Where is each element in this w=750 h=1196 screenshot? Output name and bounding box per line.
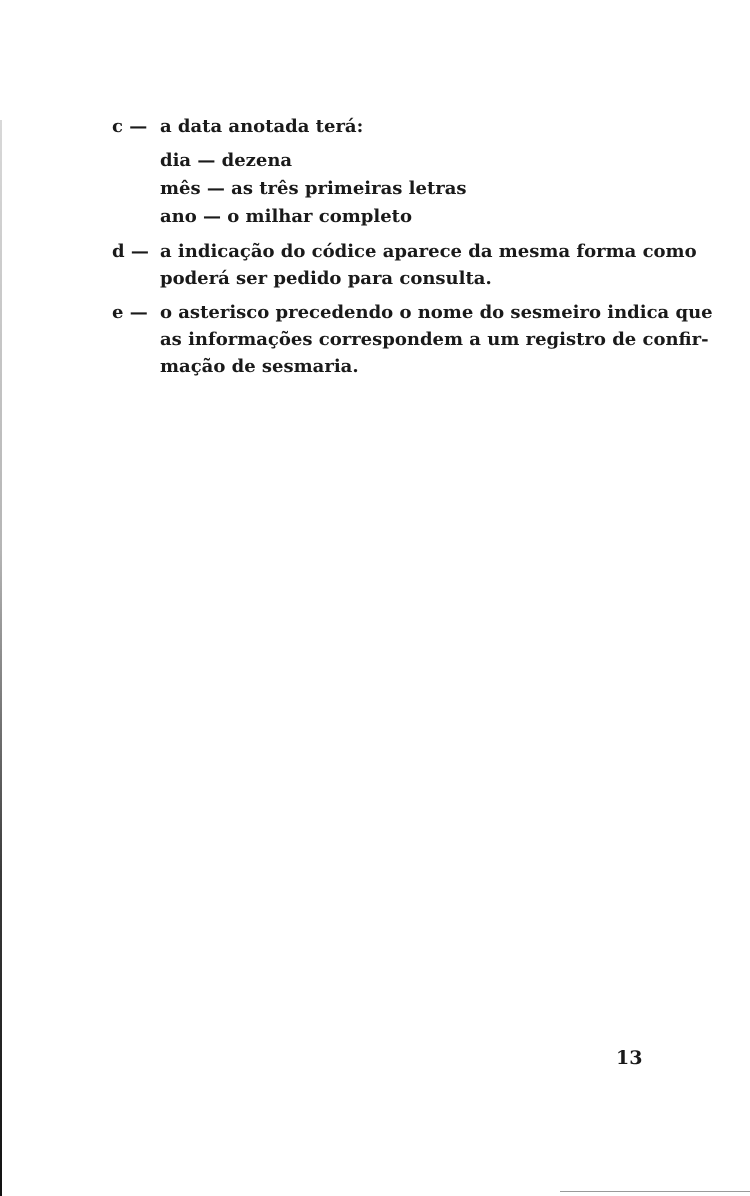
scan-edge-bottom <box>560 1191 750 1192</box>
item-e-line-2: as informações correspondem a um registro de confir- <box>160 329 709 350</box>
item-e-line-3: mação de sesmaria. <box>160 356 359 377</box>
item-text-c <box>160 113 652 140</box>
item-c-line-1: a data anotada terá: <box>160 116 364 137</box>
date-format-year: ano — o milhar completo <box>160 206 412 227</box>
list-item-c <box>112 113 652 140</box>
item-marker-e: e — <box>112 302 148 323</box>
item-text-d <box>160 238 697 292</box>
item-marker-c: c — <box>112 116 148 137</box>
item-e-line-1: o asterisco precedendo o nome do sesmeiro indica que <box>160 302 713 323</box>
date-format-day: dia — dezena <box>160 150 293 171</box>
list-item-d <box>112 238 697 292</box>
item-d-line-2: poderá ser pedido para consulta. <box>160 268 492 289</box>
page-number: 13 <box>616 1047 643 1069</box>
list-item-e <box>112 299 713 380</box>
date-format-month: mês — as três primeiras letras <box>160 178 467 199</box>
item-marker-d: d — <box>112 241 149 262</box>
item-text-e <box>160 299 713 380</box>
item-d-line-1: a indicação do códice aparece da mesma forma como <box>160 241 697 262</box>
scan-edge-left <box>0 120 2 1196</box>
